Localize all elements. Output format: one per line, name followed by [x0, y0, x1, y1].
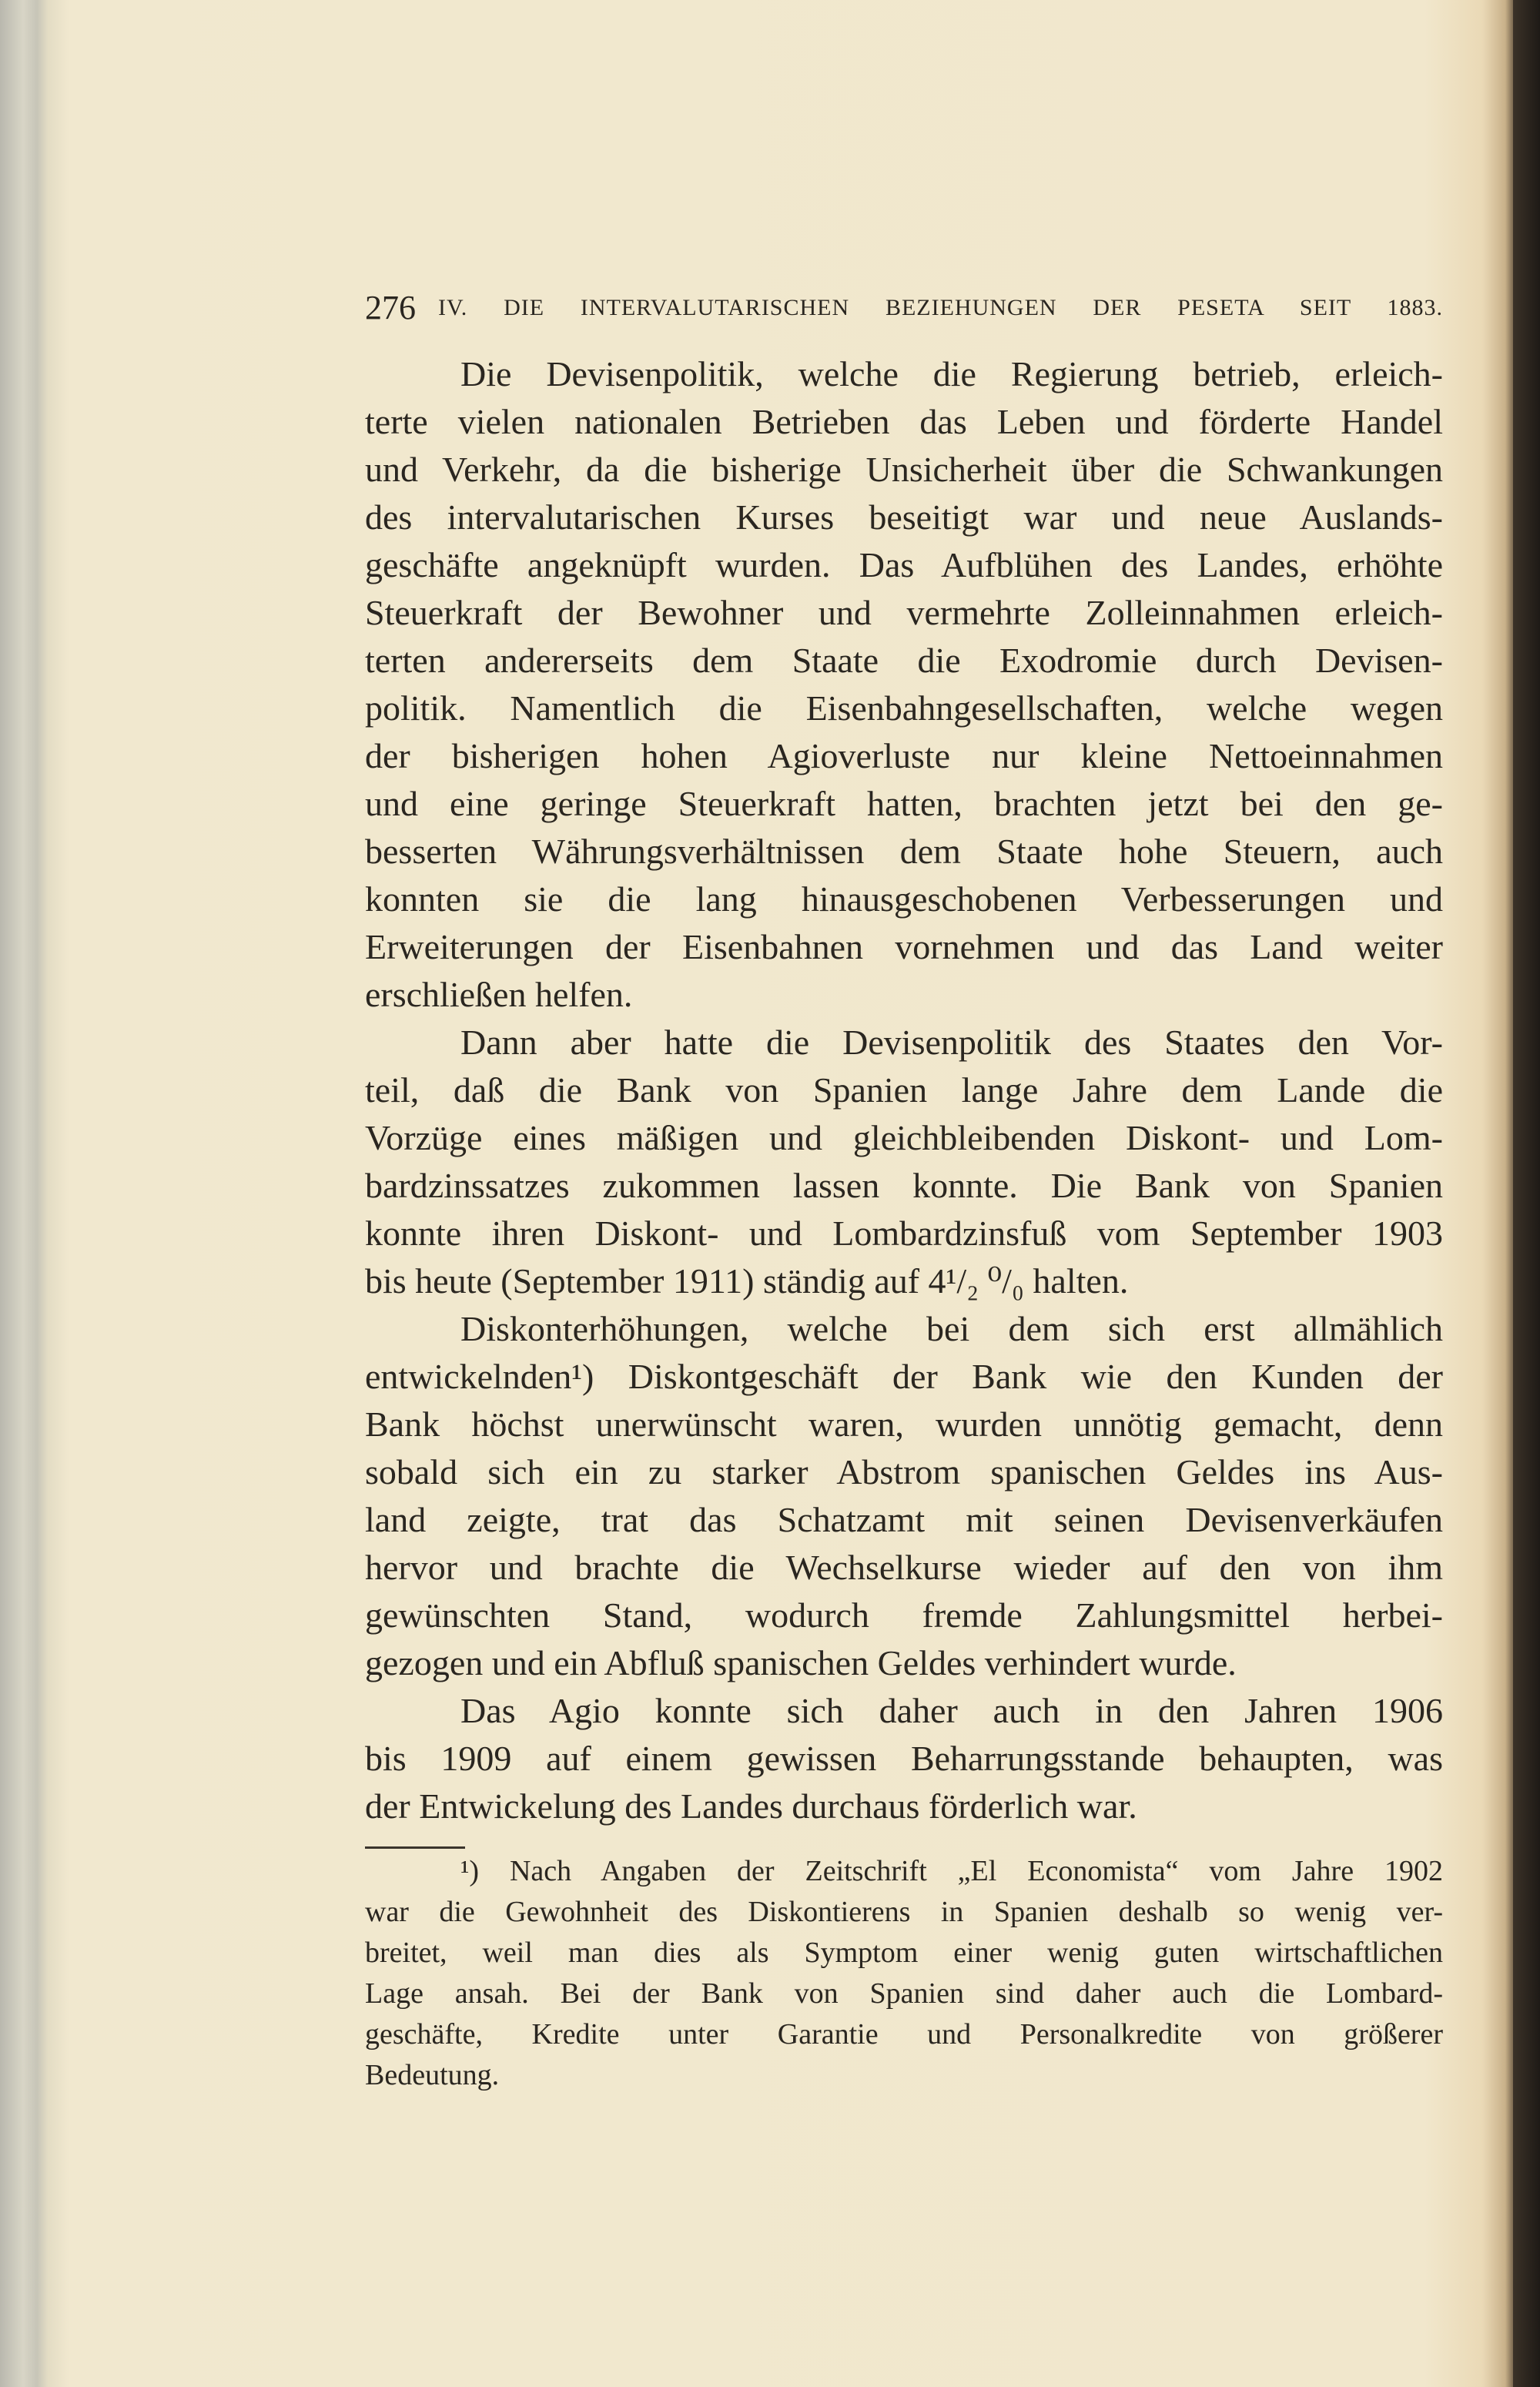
footnote-line: breitet, weil man dies als Symptom einer wenig guten wirtschaftlichen	[365, 1937, 1443, 1969]
text-line: gewünschten Stand, wodurch fremde Zahlungsmittel herbei-	[365, 1595, 1443, 1635]
text-line: besserten Währungsverhältnissen dem Staate hohe Steuern, auch	[365, 832, 1443, 871]
text-line: Steuerkraft der Bewohner und vermehrte Zolleinnahmen erleich-	[365, 593, 1443, 632]
book-edge	[1513, 0, 1540, 2387]
text-line: und eine geringe Steuerkraft hatten, brachten jetzt bei den ge-	[365, 784, 1443, 823]
text-line: entwickelnden¹) Diskontgeschäft der Bank wie den Kunden der	[365, 1357, 1443, 1396]
page-number: 276	[365, 289, 416, 326]
text-line: konnte ihren Diskont- und Lombardzinsfuß vom September 1903	[365, 1214, 1443, 1253]
footnote-line: Lage ansah. Bei der Bank von Spanien sind daher auch die Lombard-	[365, 1977, 1443, 2010]
text-line: des intervalutarischen Kurses beseitigt war und neue Auslands-	[365, 497, 1443, 537]
text-line: der Entwickelung des Landes durchaus förderlich war.	[365, 1786, 1137, 1826]
text-line: der bisherigen hohen Agioverluste nur kleine Nettoeinnahmen	[365, 736, 1443, 775]
text-line: Erweiterungen der Eisenbahnen vornehmen und das Land weiter	[365, 927, 1443, 966]
text-line: erschließen helfen.	[365, 975, 633, 1014]
text-line: und Verkehr, da die bisherige Unsicherheit über die Schwankungen	[365, 450, 1443, 489]
text-line: Dann aber hatte die Devisenpolitik des Staates den Vor-	[460, 1023, 1443, 1062]
text-line: gezogen und ein Abfluß spanischen Geldes verhindert wurde.	[365, 1643, 1237, 1682]
text-line: geschäfte angeknüpft wurden. Das Aufblühen des Landes, erhöhte	[365, 545, 1443, 584]
text-line: Vorzüge eines mäßigen und gleichbleibenden Diskont- und Lom-	[365, 1118, 1443, 1157]
text-line: teil, daß die Bank von Spanien lange Jahre dem Lande die	[365, 1070, 1443, 1110]
text-line: land zeigte, trat das Schatzamt mit seinen Devisenverkäufen	[365, 1500, 1443, 1539]
text-line: konnten sie die lang hinausgeschobenen Verbesserungen und	[365, 879, 1443, 919]
footnote-line: war die Gewohnheit des Diskontierens in Spanien deshalb so wenig ver-	[365, 1896, 1443, 1928]
footnote-line: Bedeutung.	[365, 2059, 500, 2091]
text-line: Das Agio konnte sich daher auch in den Jahren 1906	[460, 1691, 1443, 1730]
footnote-rule	[365, 1846, 465, 1849]
text-line: Diskonterhöhungen, welche bei dem sich erst allmählich	[460, 1309, 1443, 1348]
text-line: terte vielen nationalen Betrieben das Leben und förderte Handel	[365, 402, 1443, 441]
text-line: Bank höchst unerwünscht waren, wurden unnötig gemacht, denn	[365, 1404, 1443, 1444]
text-line: terten andererseits dem Staate die Exodromie durch Devisen-	[365, 641, 1443, 680]
text-line: bardzinssatzes zukommen lassen konnte. Die Bank von Spanien	[365, 1166, 1443, 1205]
footnote-line: ¹) Nach Angaben der Zeitschrift „El Economista“ vom Jahre 1902	[460, 1855, 1443, 1887]
text-line: sobald sich ein zu starker Abstrom spanischen Geldes ins Aus-	[365, 1452, 1443, 1491]
text-line: bis heute (September 1911) ständig auf 4¹/₂ ⁰/₀ halten.	[365, 1261, 1129, 1301]
text-line: bis 1909 auf einem gewissen Beharrungsstande behaupten, was	[365, 1739, 1443, 1778]
footnote-line: geschäfte, Kredite unter Garantie und Personalkredite von größerer	[365, 2018, 1443, 2051]
running-title: IV. DIE INTERVALUTARISCHEN BEZIEHUNGEN DER PESETA SEIT 1883.	[438, 295, 1443, 320]
running-header	[365, 286, 1443, 330]
text-line: hervor und brachte die Wechselkurse wieder auf den von ihm	[365, 1548, 1443, 1587]
footnote	[365, 1851, 1443, 2096]
text-line: Die Devisenpolitik, welche die Regierung betrieb, erleich-	[460, 354, 1443, 393]
text-line: politik. Namentlich die Eisenbahngesellschaften, welche wegen	[365, 688, 1443, 728]
body-text	[365, 350, 1443, 1830]
